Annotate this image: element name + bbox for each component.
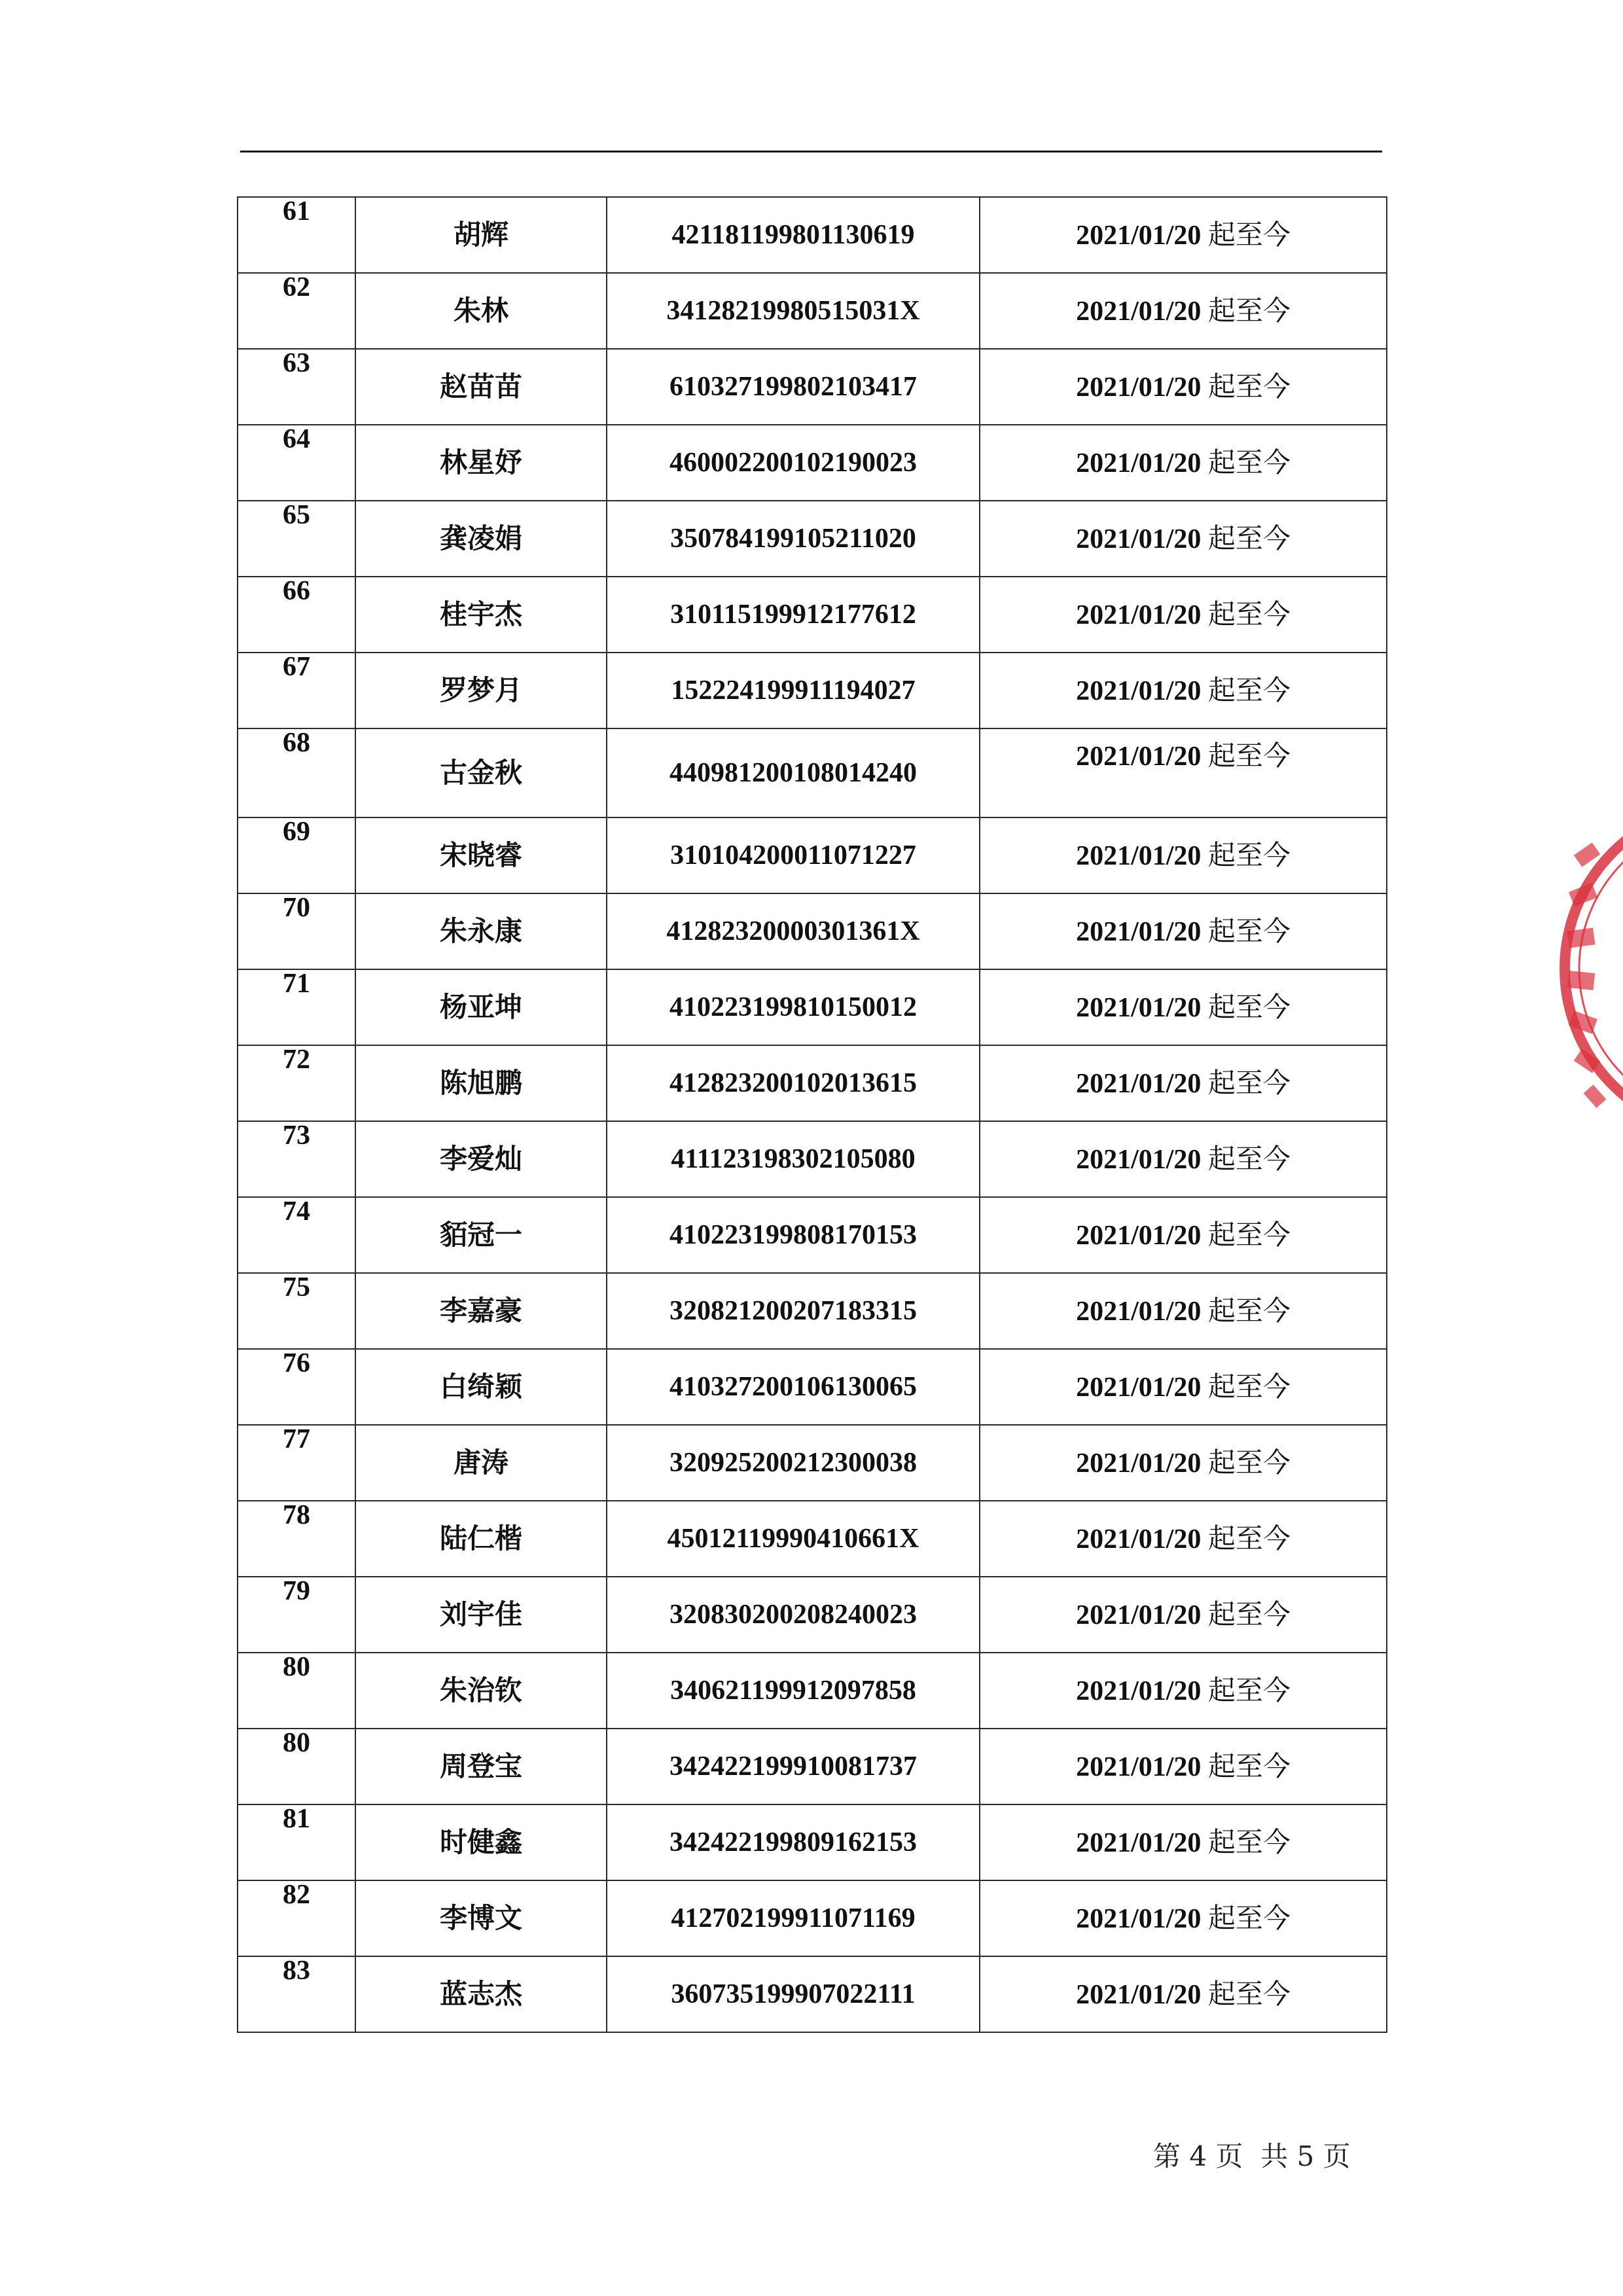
person-name: 朱治钦 — [355, 1653, 607, 1729]
start-date-cell — [980, 969, 1387, 1045]
start-date: 2021/01/20 — [1076, 1827, 1202, 1858]
start-date-cell — [980, 1501, 1387, 1577]
table-row — [238, 1729, 1387, 1804]
date-suffix: 起至今 — [1207, 1977, 1291, 2010]
date-suffix: 起至今 — [1207, 1142, 1291, 1175]
row-number: 75 — [238, 1273, 355, 1349]
start-date: 2021/01/20 — [1076, 1448, 1202, 1479]
start-date-cell — [980, 1349, 1387, 1425]
table-row — [238, 1956, 1387, 2032]
id-number: 440981200108014240 — [607, 728, 980, 817]
start-date: 2021/01/20 — [1076, 1372, 1202, 1403]
person-name: 胡辉 — [355, 197, 607, 273]
row-number: 69 — [238, 817, 355, 893]
row-number: 70 — [238, 893, 355, 969]
table-row — [238, 1880, 1387, 1956]
row-number: 67 — [238, 653, 355, 728]
row-number: 65 — [238, 501, 355, 577]
table-row — [238, 1349, 1387, 1425]
person-name: 白绮颖 — [355, 1349, 607, 1425]
person-name: 蓝志杰 — [355, 1956, 607, 2032]
id-number: 340621199912097858 — [607, 1653, 980, 1729]
start-date-cell — [980, 273, 1387, 349]
id-number: 410223199808170153 — [607, 1197, 980, 1273]
start-date-cell — [980, 577, 1387, 653]
table-row — [238, 1045, 1387, 1121]
table-row — [238, 197, 1387, 273]
row-number: 72 — [238, 1045, 355, 1121]
person-name: 宋晓睿 — [355, 817, 607, 893]
date-suffix: 起至今 — [1207, 914, 1291, 947]
date-suffix: 起至今 — [1207, 1294, 1291, 1327]
start-date: 2021/01/20 — [1076, 372, 1202, 403]
start-date-cell — [980, 349, 1387, 425]
person-name: 陆仁楷 — [355, 1501, 607, 1577]
row-number: 79 — [238, 1577, 355, 1653]
date-suffix: 起至今 — [1207, 838, 1291, 871]
start-date-cell — [980, 728, 1387, 817]
header-rule — [240, 151, 1382, 152]
person-name: 龚凌娟 — [355, 501, 607, 577]
start-date: 2021/01/20 — [1076, 600, 1202, 630]
id-number: 45012119990410661X — [607, 1501, 980, 1577]
date-suffix: 起至今 — [1207, 990, 1291, 1023]
row-number: 68 — [238, 728, 355, 817]
start-date: 2021/01/20 — [1076, 1144, 1202, 1175]
person-name: 朱永康 — [355, 893, 607, 969]
start-date: 2021/01/20 — [1076, 992, 1202, 1023]
person-name: 唐涛 — [355, 1425, 607, 1501]
date-suffix: 起至今 — [1207, 1674, 1291, 1706]
person-name: 刘宇佳 — [355, 1577, 607, 1653]
table-row — [238, 1577, 1387, 1653]
start-date: 2021/01/20 — [1076, 296, 1202, 327]
id-number: 412823200102013615 — [607, 1045, 980, 1121]
table-row — [238, 817, 1387, 893]
person-name: 罗梦月 — [355, 653, 607, 728]
start-date-cell — [980, 1197, 1387, 1273]
row-number: 61 — [238, 197, 355, 273]
id-number: 410327200106130065 — [607, 1349, 980, 1425]
id-number: 320821200207183315 — [607, 1273, 980, 1349]
table-row — [238, 501, 1387, 577]
date-suffix: 起至今 — [1207, 740, 1291, 772]
table-row — [238, 1273, 1387, 1349]
official-seal — [1556, 795, 1623, 1142]
start-date: 2021/01/20 — [1076, 1751, 1202, 1782]
row-number: 74 — [238, 1197, 355, 1273]
date-suffix: 起至今 — [1207, 1825, 1291, 1858]
start-date: 2021/01/20 — [1076, 1676, 1202, 1706]
row-number: 73 — [238, 1121, 355, 1197]
start-date-cell — [980, 1273, 1387, 1349]
row-number: 80 — [238, 1653, 355, 1729]
id-number: 460002200102190023 — [607, 425, 980, 501]
roster-body — [238, 197, 1387, 2032]
row-number: 62 — [238, 273, 355, 349]
person-name: 时健鑫 — [355, 1804, 607, 1880]
start-date-cell — [980, 1121, 1387, 1197]
table-row — [238, 653, 1387, 728]
start-date: 2021/01/20 — [1076, 1979, 1202, 2010]
start-date: 2021/01/20 — [1076, 1600, 1202, 1630]
table-row — [238, 349, 1387, 425]
person-name: 貊冠一 — [355, 1197, 607, 1273]
date-suffix: 起至今 — [1207, 370, 1291, 403]
start-date: 2021/01/20 — [1076, 1068, 1202, 1099]
row-number: 80 — [238, 1729, 355, 1804]
person-name: 李爱灿 — [355, 1121, 607, 1197]
start-date: 2021/01/20 — [1076, 448, 1202, 478]
person-name: 杨亚坤 — [355, 969, 607, 1045]
id-number: 342422199910081737 — [607, 1729, 980, 1804]
id-number: 342422199809162153 — [607, 1804, 980, 1880]
row-number: 78 — [238, 1501, 355, 1577]
table-row — [238, 1121, 1387, 1197]
start-date-cell — [980, 425, 1387, 501]
date-suffix: 起至今 — [1207, 1370, 1291, 1403]
row-number: 64 — [238, 425, 355, 501]
id-number: 320830200208240023 — [607, 1577, 980, 1653]
date-suffix: 起至今 — [1207, 218, 1291, 251]
id-number: 410223199810150012 — [607, 969, 980, 1045]
roster-table — [237, 196, 1387, 2033]
person-name: 林星妤 — [355, 425, 607, 501]
start-date-cell — [980, 1880, 1387, 1956]
row-number: 71 — [238, 969, 355, 1045]
start-date: 2021/01/20 — [1076, 916, 1202, 947]
start-date-cell — [980, 1956, 1387, 2032]
person-name: 李嘉豪 — [355, 1273, 607, 1349]
person-name: 陈旭鹏 — [355, 1045, 607, 1121]
table-row — [238, 1425, 1387, 1501]
person-name: 朱林 — [355, 273, 607, 349]
person-name: 桂宇杰 — [355, 577, 607, 653]
id-number: 610327199802103417 — [607, 349, 980, 425]
start-date-cell — [980, 1729, 1387, 1804]
page-footer: 第 4 页 共 5 页 — [1153, 2140, 1351, 2172]
start-date: 2021/01/20 — [1076, 742, 1202, 772]
date-suffix: 起至今 — [1207, 1066, 1291, 1099]
id-number: 320925200212300038 — [607, 1425, 980, 1501]
table-row — [238, 1501, 1387, 1577]
date-suffix: 起至今 — [1207, 1901, 1291, 1934]
start-date-cell — [980, 1045, 1387, 1121]
start-date: 2021/01/20 — [1076, 1296, 1202, 1327]
date-suffix: 起至今 — [1207, 673, 1291, 706]
date-suffix: 起至今 — [1207, 522, 1291, 554]
date-suffix: 起至今 — [1207, 1446, 1291, 1479]
table-row — [238, 969, 1387, 1045]
start-date-cell — [980, 1425, 1387, 1501]
id-number: 34128219980515031X — [607, 273, 980, 349]
id-number: 41282320000301361X — [607, 893, 980, 969]
table-row — [238, 1653, 1387, 1729]
date-suffix: 起至今 — [1207, 446, 1291, 478]
person-name: 周登宝 — [355, 1729, 607, 1804]
start-date: 2021/01/20 — [1076, 220, 1202, 251]
start-date: 2021/01/20 — [1076, 675, 1202, 706]
start-date-cell — [980, 1577, 1387, 1653]
date-suffix: 起至今 — [1207, 598, 1291, 630]
id-number: 350784199105211020 — [607, 501, 980, 577]
person-name: 赵苗苗 — [355, 349, 607, 425]
start-date: 2021/01/20 — [1076, 840, 1202, 871]
row-number: 82 — [238, 1880, 355, 1956]
id-number: 360735199907022111 — [607, 1956, 980, 2032]
row-number: 83 — [238, 1956, 355, 2032]
id-number: 421181199801130619 — [607, 197, 980, 273]
table-row — [238, 1197, 1387, 1273]
date-suffix: 起至今 — [1207, 1749, 1291, 1782]
start-date: 2021/01/20 — [1076, 1524, 1202, 1554]
id-number: 152224199911194027 — [607, 653, 980, 728]
table-row — [238, 893, 1387, 969]
start-date-cell — [980, 1804, 1387, 1880]
start-date: 2021/01/20 — [1076, 1220, 1202, 1251]
date-suffix: 起至今 — [1207, 1522, 1291, 1554]
person-name: 古金秋 — [355, 728, 607, 817]
id-number: 412702199911071169 — [607, 1880, 980, 1956]
table-row — [238, 728, 1387, 817]
start-date-cell — [980, 197, 1387, 273]
seal-icon — [1556, 795, 1623, 1142]
table-row — [238, 577, 1387, 653]
table-row — [238, 425, 1387, 501]
table-row — [238, 1804, 1387, 1880]
start-date-cell — [980, 653, 1387, 728]
row-number: 76 — [238, 1349, 355, 1425]
table-row — [238, 273, 1387, 349]
row-number: 63 — [238, 349, 355, 425]
start-date-cell — [980, 501, 1387, 577]
id-number: 310104200011071227 — [607, 817, 980, 893]
date-suffix: 起至今 — [1207, 1218, 1291, 1251]
row-number: 81 — [238, 1804, 355, 1880]
start-date-cell — [980, 1653, 1387, 1729]
start-date: 2021/01/20 — [1076, 1903, 1202, 1934]
id-number: 411123198302105080 — [607, 1121, 980, 1197]
row-number: 66 — [238, 577, 355, 653]
start-date-cell — [980, 893, 1387, 969]
start-date-cell — [980, 817, 1387, 893]
row-number: 77 — [238, 1425, 355, 1501]
id-number: 310115199912177612 — [607, 577, 980, 653]
start-date: 2021/01/20 — [1076, 524, 1202, 554]
date-suffix: 起至今 — [1207, 294, 1291, 327]
date-suffix: 起至今 — [1207, 1598, 1291, 1630]
person-name: 李博文 — [355, 1880, 607, 1956]
